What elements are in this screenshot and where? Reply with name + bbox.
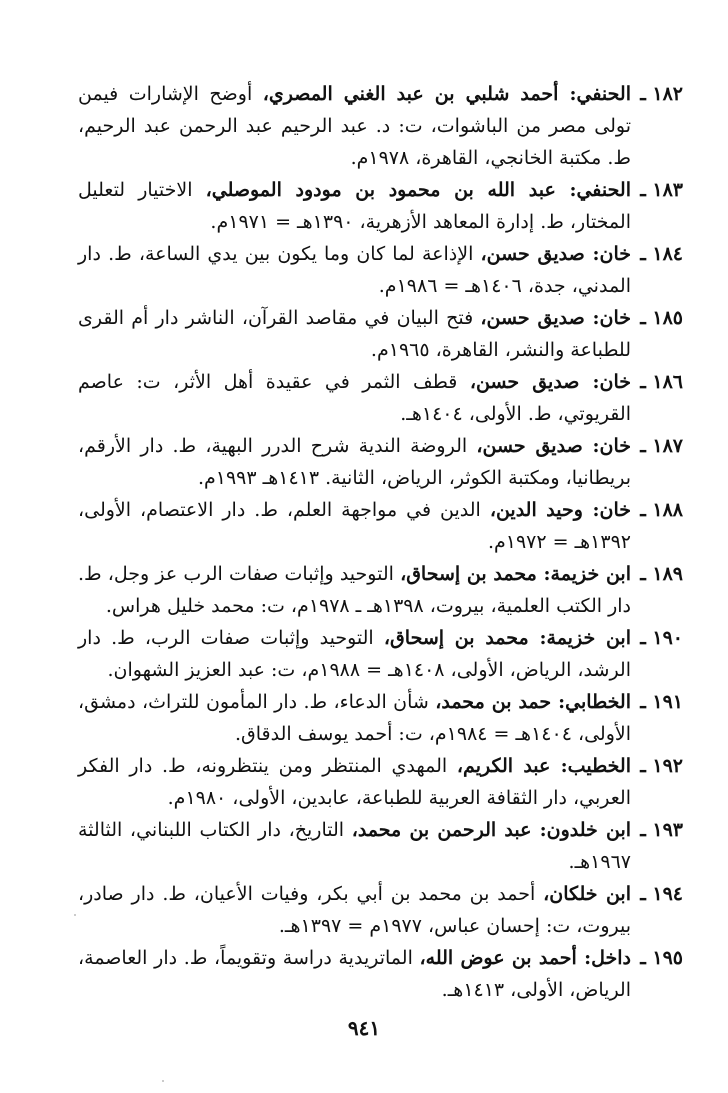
entry-author: خان: وحيد الدين، [489, 499, 631, 521]
bibliography-entry [78, 174, 683, 238]
bibliography-entry [78, 942, 683, 1006]
scan-speck [162, 1080, 164, 1082]
entry-details: التاريخ، دار الكتاب اللبناني، الثالثة ١٩٦٧هـ. [78, 819, 631, 873]
entry-number: ١٩٣ ـ [640, 819, 683, 841]
bibliography-entry [78, 238, 683, 302]
entry-details: شأن الدعاء، ط. دار المأمون للتراث، دمشق، الأولى، ١٤٠٤هـ = ١٩٨٤م، ت: أحمد يوسف الدقاق. [78, 691, 631, 745]
bibliography-entry [78, 622, 683, 686]
entry-number: ١٨٤ ـ [640, 243, 683, 265]
entry-number: ١٨٣ ـ [640, 179, 683, 201]
entry-author: ابن خلكان، [543, 883, 631, 905]
entry-number: ١٨٧ ـ [640, 435, 683, 457]
entry-author: الحنفي: عبد الله بن محمود بن مودود الموصلي، [205, 179, 631, 201]
entry-details: الروضة الندية شرح الدرر البهية، ط. دار الأرقم، بريطانيا، ومكتبة الكوثر، الرياض، الثانية. ١٤١٣هـ ١٩٩٣م. [78, 435, 631, 489]
entry-author: خان: صديق حسن، [476, 435, 631, 457]
entry-author: الخطابي: حمد بن محمد، [435, 691, 631, 713]
entry-number: ١٩٠ ـ [640, 627, 683, 649]
entry-details: الدين في مواجهة العلم، ط. دار الاعتصام، الأولى، ١٣٩٢هـ = ١٩٧٢م. [78, 499, 631, 553]
entry-author: الحنفي: أحمد شلبي بن عبد الغني المصري، [262, 83, 631, 105]
entry-details: التوحيد وإثبات صفات الرب عز وجل، ط. دار الكتب العلمية، بيروت، ١٣٩٨هـ ـ ١٩٧٨م، ت: محمد خليل هراس. [78, 563, 631, 617]
bibliography-entry [78, 750, 683, 814]
entry-number: ١٩١ ـ [640, 691, 683, 713]
entry-author: ابن خلدون: عبد الرحمن بن محمد، [351, 819, 632, 841]
entry-author: خان: صديق حسن، [480, 243, 631, 265]
entry-number: ١٨٦ ـ [640, 371, 683, 393]
entry-number: ١٩٢ ـ [640, 755, 683, 777]
entry-details: الاختيار لتعليل المختار، ط. إدارة المعاهد الأزهرية، ١٣٩٠هـ = ١٩٧١م. [78, 179, 631, 233]
entry-number: ١٨٩ ـ [640, 563, 683, 585]
bibliography-entry [78, 78, 683, 174]
bibliography-entry [78, 302, 683, 366]
page-number: ٩٤١ [347, 1016, 381, 1040]
bibliography-entry [78, 494, 683, 558]
bibliography-entry [78, 366, 683, 430]
entry-author: الخطيب: عبد الكريم، [456, 755, 631, 777]
entry-author: داخل: أحمد بن عوض الله، [419, 947, 631, 969]
entry-author: ابن خزيمة: محمد بن إسحاق، [383, 627, 631, 649]
bibliography-entry [78, 878, 683, 942]
entry-number: ١٩٥ ـ [640, 947, 683, 969]
entry-number: ١٩٤ ـ [640, 883, 683, 905]
entry-author: خان: صديق حسن، [480, 307, 631, 329]
entry-number: ١٨٨ ـ [640, 499, 683, 521]
entry-author: خان: صديق حسن، [469, 371, 631, 393]
entry-details: التوحيد وإثبات صفات الرب، ط. دار الرشد، الرياض، الأولى، ١٤٠٨هـ = ١٩٨٨م، ت: عبد العزيز الشهوان. [78, 627, 631, 681]
bibliography-entry [78, 686, 683, 750]
entry-details: قطف الثمر في عقيدة أهل الأثر، ت: عاصم القريوتي، ط. الأولى، ١٤٠٤هـ. [78, 371, 631, 425]
entry-details: الإذاعة لما كان وما يكون بين يدي الساعة، ط. دار المدني، جدة، ١٤٠٦هـ = ١٩٨٦م. [78, 243, 631, 297]
entry-details: المهدي المنتظر ومن ينتظرونه، ط. دار الفكر العربي، دار الثقافة العربية للطباعة، عابدين، الأولى، ١٩٨٠م. [78, 755, 631, 809]
bibliography-entry [78, 558, 683, 622]
bibliography-entry [78, 430, 683, 494]
entry-details: أحمد بن محمد بن أبي بكر، وفيات الأعيان، ط. دار صادر، بيروت، ت: إحسان عباس، ١٩٧٧م = ١٣٩٧هـ. [78, 883, 631, 937]
scan-speck [74, 914, 76, 916]
entry-number: ١٨٥ ـ [640, 307, 683, 329]
bibliography-list [78, 78, 683, 1006]
entry-details: أوضح الإشارات فيمن تولى مصر من الباشوات، ت: د. عبد الرحيم عبد الرحمن عبد الرحيم، ط. مكتبة الخانجي، القاهرة، ١٩٧٨م. [78, 83, 631, 169]
bibliography-entry [78, 814, 683, 878]
entry-details: فتح البيان في مقاصد القرآن، الناشر دار أم القرى للطباعة والنشر، القاهرة، ١٩٦٥م. [78, 307, 631, 361]
entry-details: الماتريدية دراسة وتقويماً، ط. دار العاصمة، الرياض، الأولى، ١٤١٣هـ. [78, 947, 631, 1001]
entry-author: ابن خزيمة: محمد بن إسحاق، [400, 563, 632, 585]
entry-number: ١٨٢ ـ [640, 83, 683, 105]
